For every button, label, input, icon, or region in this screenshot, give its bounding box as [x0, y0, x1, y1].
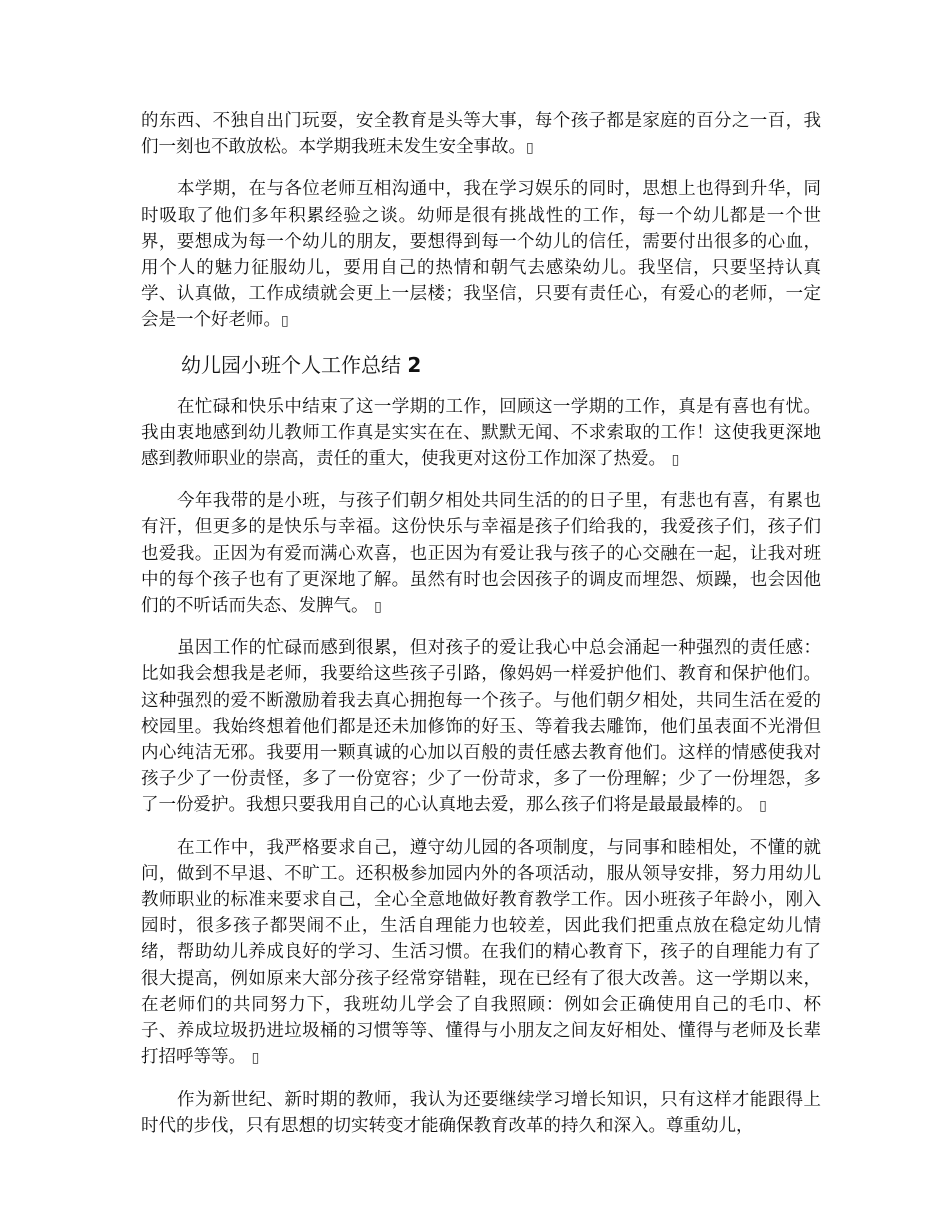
paragraph: 在忙碌和快乐中结束了这一学期的工作，回顾这一学期的工作，真是有喜也有忧。我由衷地感到幼儿教师工作真是实实在在、默默无闻、不求索取的工作！这使我更深地感到教师职业的崇高，责任的重大，使我更对这份工作加深了热爱。 ▯ [141, 396, 821, 470]
paragraph-mark: ▯ [759, 798, 767, 815]
heading-text: 幼儿园小班个人工作总结 [181, 352, 401, 377]
paragraph-mark: ▯ [251, 1050, 260, 1067]
paragraph: 本学期，在与各位老师互相沟通中，我在学习娱乐的同时，思想上也得到升华，同时吸取了他们多年积累经验之谈。幼师是很有挑战性的工作，每一个幼儿都是一个世界，要想成为每一个幼儿的朋友，要想得到每一个幼儿的信任，需要付出很多的心血，用个人的魅力征服幼儿，要用自己的热情和朝气去感染幼儿。我坚信，只要坚持认真学、认真做，工作成绩就会更上一层楼；我坚信，只要有责任心，有爱心的老师，一定会是一个好老师。▯ [141, 179, 821, 331]
paragraph-mark: ▯ [526, 140, 534, 157]
paragraph-mark: ▯ [671, 452, 680, 469]
document-body [141, 108, 821, 1154]
paragraph: 在工作中，我严格要求自己，遵守幼儿园的各项制度，与同事和睦相处，不懂的就问，做到不早退、不旷工。还积极参加园内外的各项活动，服从领导安排，努力用幼儿教师职业的标准来要求自己，全心全意地做好教育教学工作。因小班孩子年龄小，刚入园时，很多孩子都哭闹不止，生活自理能力也较差，因此我们把重点放在稳定幼儿情绪，帮助幼儿养成良好的学习、生活习惯。在我们的精心教育下，孩子的自理能力有了很大提高，例如原来大部分孩子经常穿错鞋，现在已经有了很大改善。这一学期以来，在老师们的共同努力下，我班幼儿学会了自我照顾：例如会正确使用自己的毛巾、杯子、养成垃圾扔进垃圾桶的习惯等等、懂得与小朋友之间友好相处、懂得与老师及长辈打招呼等等。 ▯ [141, 837, 821, 1068]
paragraph: 虽因工作的忙碌而感到很累，但对孩子的爱让我心中总会涌起一种强烈的责任感：比如我会想我是老师，我要给这些孩子引路，像妈妈一样爱护他们、教育和保护他们。这种强烈的爱不断激励着我去真心拥抱每一个孩子。与他们朝夕相处，共同生活在爱的校园里。我始终想着他们都是还未加修饰的好玉、等着我去雕饰，他们虽表面不光滑但内心纯洁无邪。我要用一颗真诚的心加以百般的责任感去教育他们。这样的情感使我对孩子少了一份责怪，多了一份宽容；少了一份苛求，多了一份理解；少了一份埋怨，多了一份爱护。我想只要我用自己的心认真地去爱，那么孩子们将是最最最棒的。 ▯ [141, 638, 821, 816]
paragraph-mark: ▯ [281, 313, 289, 330]
paragraph: 今年我带的是小班，与孩子们朝夕相处共同生活的的日子里，有悲也有喜，有累也有汗，但更多的是快乐与幸福。这份快乐与幸福是孩子们给我的，我爱孩子们，孩子们也爱我。正因为有爱而满心欢喜，也正因为有爱让我与孩子的心交融在一起，让我对班中的每个孩子也有了更深地了解。虽然有时也会因孩子的调皮而埋怨、烦躁，也会因他们的不听话而失态、发脾气。 ▯ [141, 491, 821, 617]
heading-number: 2 [407, 352, 422, 377]
section-heading [141, 350, 821, 380]
paragraph: 的东西、不独自出门玩耍，安全教育是头等大事，每个孩子都是家庭的百分之一百，我们一刻也不敢放松。本学期我班未发生安全事故。▯ [141, 111, 821, 158]
paragraph: 作为新世纪、新时期的教师，我认为还要继续学习增长知识，只有这样才能跟得上时代的步伐，只有思想的切实转变才能确保教育改革的持久和深入。尊重幼儿， [141, 1089, 821, 1136]
paragraph-mark: ▯ [374, 599, 382, 616]
